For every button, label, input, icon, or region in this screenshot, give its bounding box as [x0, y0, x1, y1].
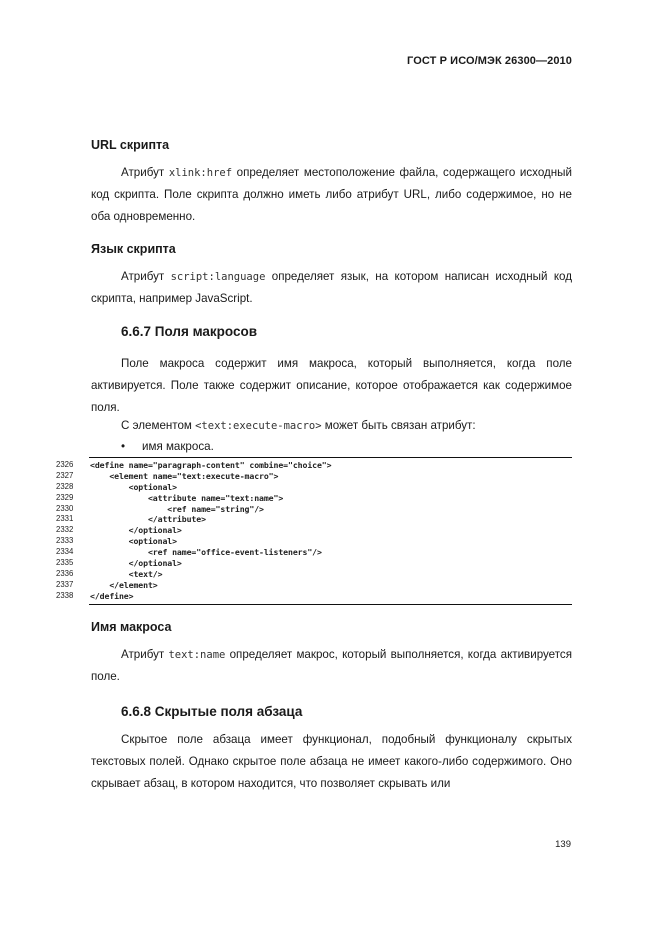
document-header: ГОСТ Р ИСО/МЭК 26300—2010	[407, 55, 572, 67]
code-line	[56, 482, 576, 493]
code-line	[56, 536, 576, 547]
bullet-text: имя макроса.	[142, 440, 214, 453]
text: Поле макроса содержит имя макроса, который выполняется, когда поле активируется. Поле также содержит описание, которое отображается как содержимое поля.	[91, 357, 572, 414]
code-line	[56, 471, 576, 482]
heading-hidden-paragraph-fields: 6.6.8 Скрытые поля абзаца	[121, 704, 303, 719]
heading-url-script: URL скрипта	[91, 138, 170, 152]
page-number: 139	[555, 839, 571, 850]
line-number: 2337	[56, 579, 74, 589]
code-rule-bottom	[89, 604, 572, 605]
paragraph-macro-fields	[91, 353, 572, 419]
code-inline: script:language	[170, 271, 266, 283]
text: Атрибут	[121, 166, 169, 179]
code-inline: text:name	[168, 649, 226, 661]
line-number: 2336	[56, 568, 74, 578]
heading-script-language: Язык скрипта	[91, 242, 176, 256]
code-line	[56, 504, 576, 515]
line-number: 2330	[56, 503, 74, 513]
line-number: 2333	[56, 536, 74, 546]
code-rule-top	[89, 457, 572, 458]
line-number: 2326	[56, 460, 74, 469]
code-text: <ref name="office-event-listeners"/>	[90, 547, 322, 558]
code-line	[56, 558, 576, 569]
code-line	[56, 580, 576, 591]
line-number: 2334	[56, 547, 74, 557]
code-text: <element name="text:execute-macro">	[90, 470, 279, 481]
text: Атрибут	[121, 648, 169, 661]
line-number: 2328	[56, 481, 74, 491]
code-text: <define name="paragraph-content" combine="choice">	[90, 460, 332, 470]
text: определяет язык, на котором написан исходный код скрипта, например JavaScript.	[91, 270, 572, 305]
code-inline: xlink:href	[168, 167, 233, 179]
text: Скрытое поле абзаца имеет функционал, подобный функционалу скрытых текстовых полей. Однако скрытое поле абзаца не имеет какого-либо содержимого. Оно скрывает абзац, в котором находится, что позволяет скрывать или	[91, 733, 572, 790]
text: С элементом	[121, 419, 196, 432]
heading-macro-fields: 6.6.7 Поля макросов	[121, 324, 258, 339]
code-line	[56, 591, 576, 602]
code-line	[56, 460, 576, 471]
paragraph-macro-element	[91, 415, 572, 437]
code-text: </define>	[90, 590, 134, 601]
bullet-mark: •	[121, 440, 126, 453]
text: может быть связан атрибут:	[321, 419, 476, 432]
code-listing	[56, 460, 576, 602]
code-line	[56, 569, 576, 580]
code-text: </element>	[90, 579, 158, 590]
paragraph-hidden-fields	[91, 729, 572, 795]
paragraph-script-language	[91, 266, 572, 310]
code-text: </optional>	[90, 558, 182, 569]
paragraph-url-script	[91, 162, 572, 228]
code-text: <ref name="string"/>	[90, 503, 264, 514]
line-number: 2332	[56, 525, 74, 535]
code-text: <attribute name="text:name">	[90, 492, 284, 503]
line-number: 2329	[56, 492, 74, 502]
code-text: </optional>	[90, 525, 182, 536]
line-number: 2338	[56, 590, 74, 600]
text: определяет местоположение файла, содержащего исходный код скрипта. Поле скрипта должно иметь либо атрибут URL, либо содержимое, но не оба одновременно.	[91, 166, 572, 223]
line-number: 2331	[56, 514, 74, 524]
code-text: </attribute>	[90, 514, 206, 525]
text: определяет макрос, который выполняется, когда активируется поле.	[91, 648, 572, 683]
code-text: <optional>	[90, 536, 177, 547]
code-text: <text/>	[90, 568, 163, 579]
code-line	[56, 547, 576, 558]
paragraph-macro-name	[91, 644, 572, 688]
text: Атрибут	[121, 270, 171, 283]
code-text: <optional>	[90, 481, 177, 492]
code-line	[56, 514, 576, 525]
code-inline: <text:execute-macro>	[195, 420, 322, 432]
line-number: 2335	[56, 558, 74, 568]
code-line	[56, 493, 576, 504]
code-line	[56, 525, 576, 536]
line-number: 2327	[56, 470, 74, 480]
heading-macro-name: Имя макроса	[91, 620, 172, 634]
bullet-item	[121, 440, 214, 453]
